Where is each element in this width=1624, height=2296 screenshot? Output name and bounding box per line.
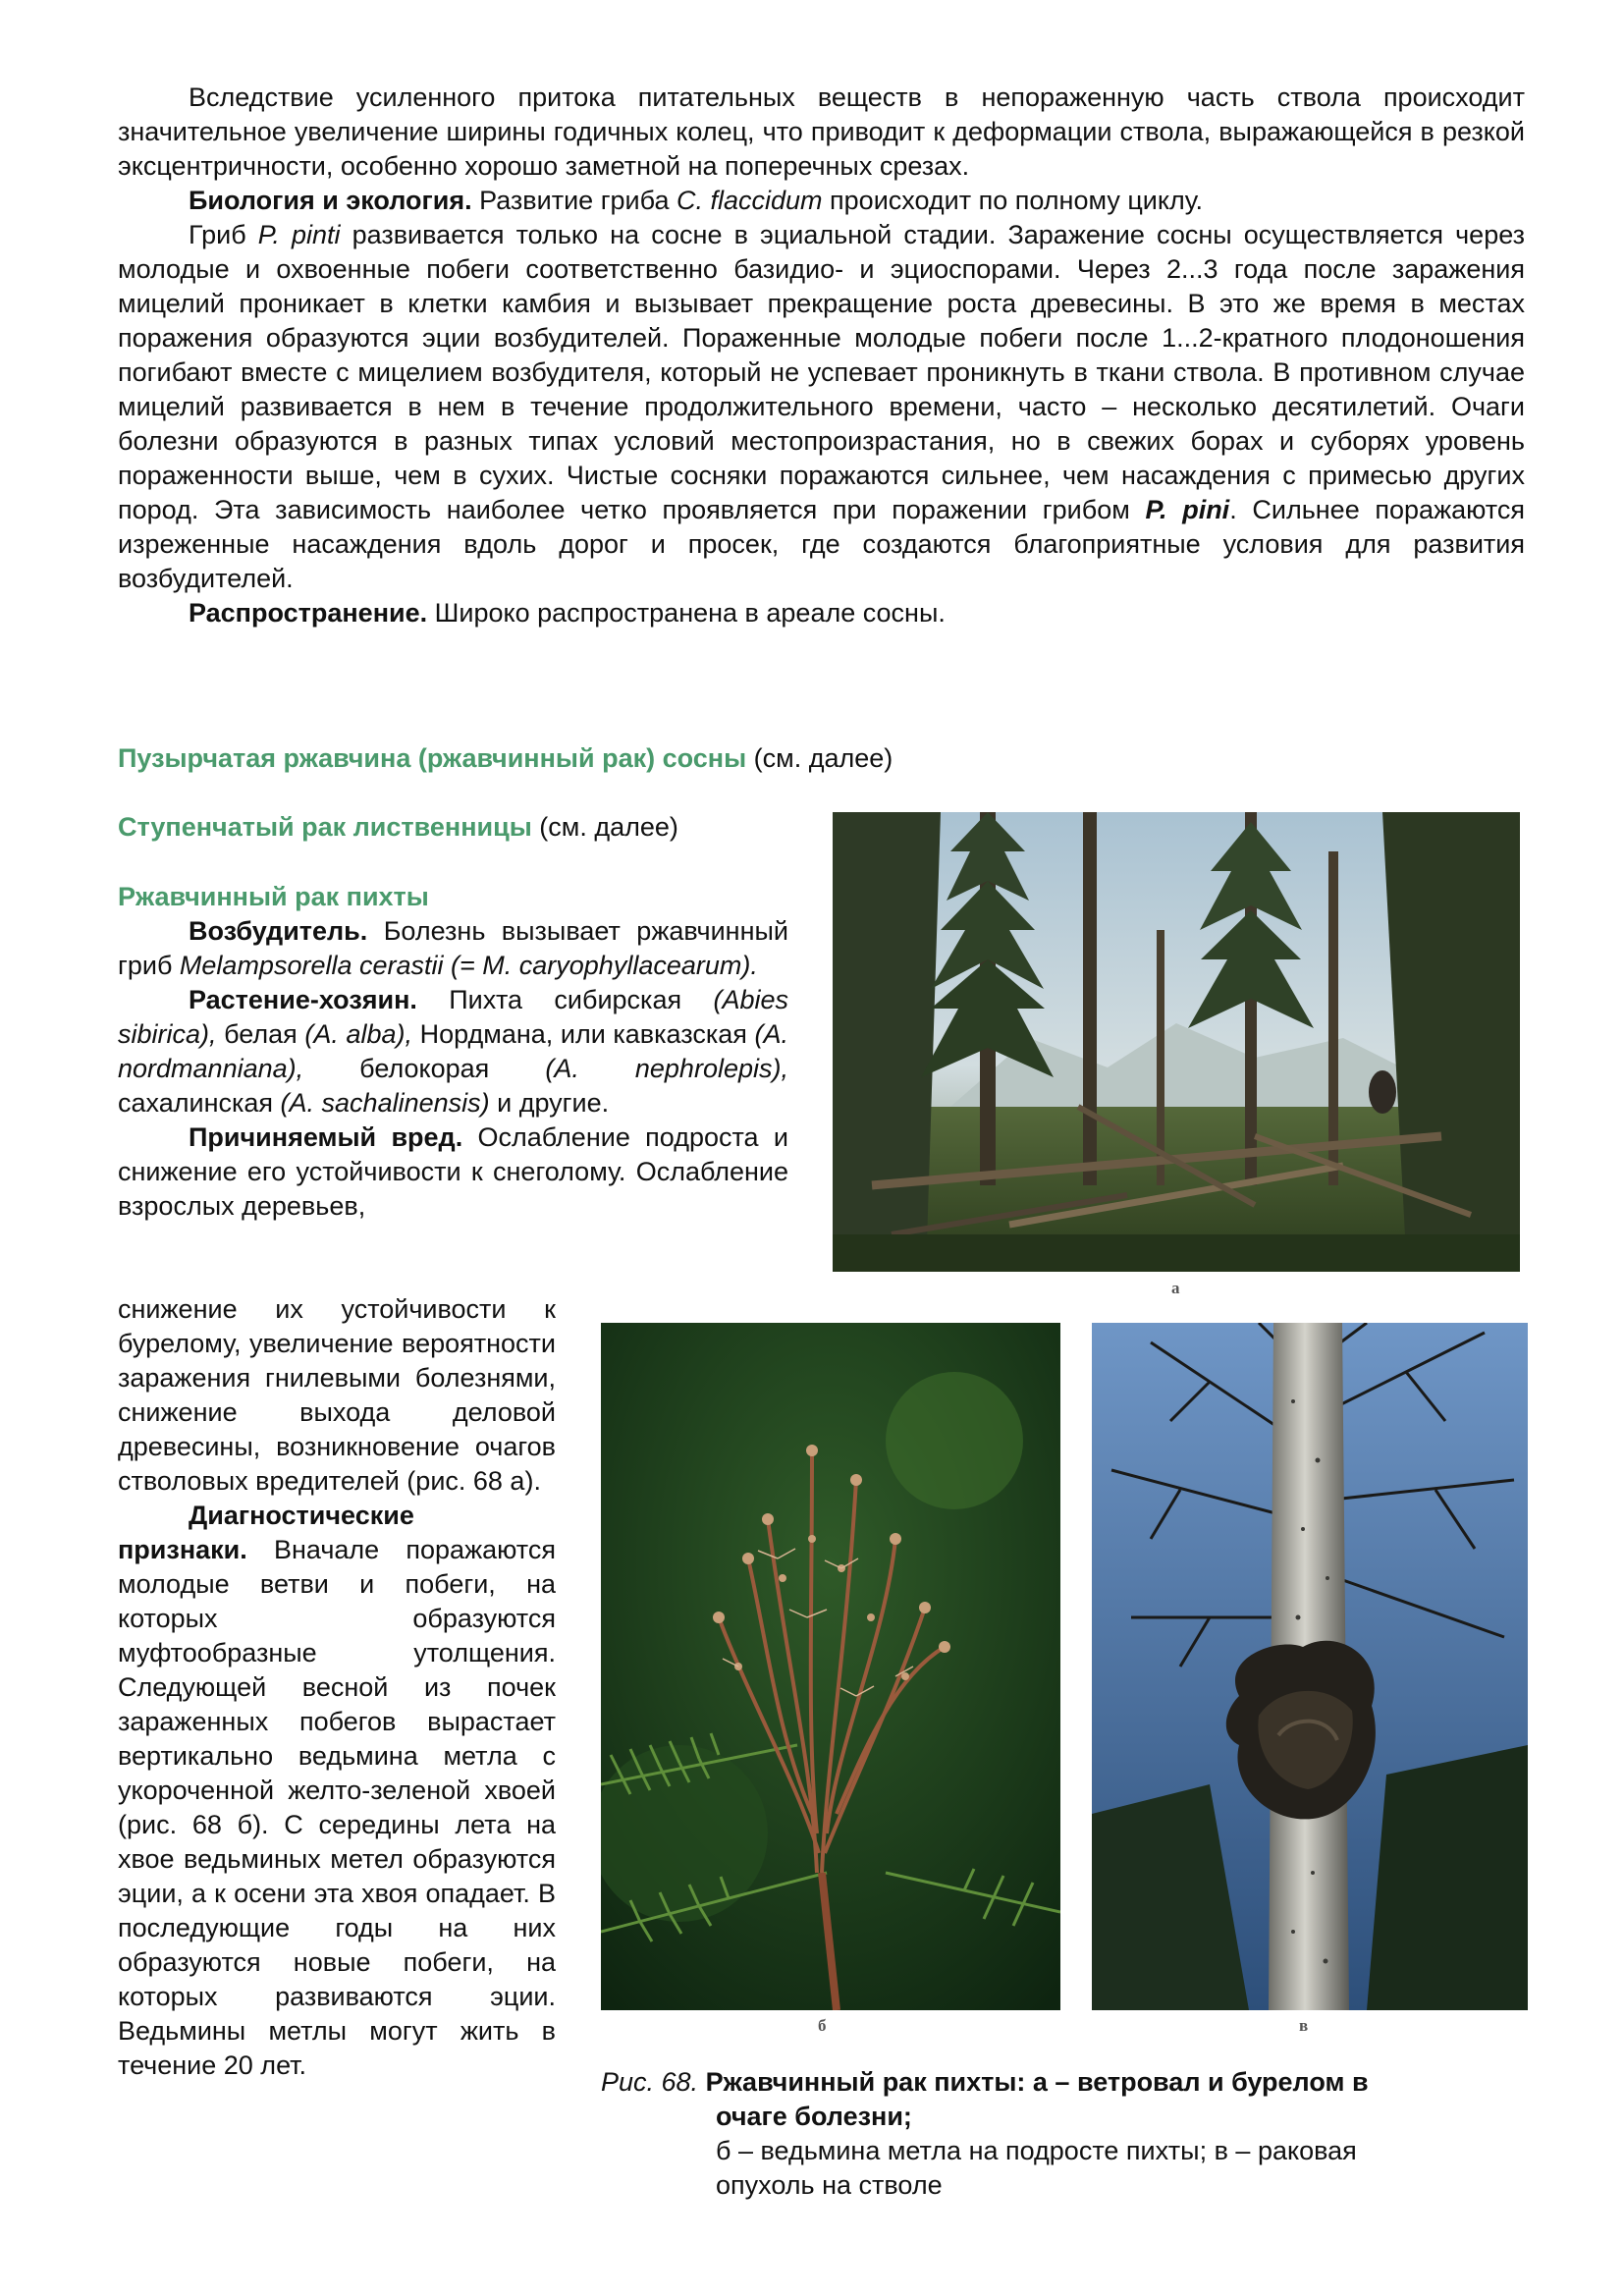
intro-paragraph-1: Вследствие усиленного притока питательных веществ в непораженную часть ствола происходит значительное увеличение ширины годичных колец, что приводит к деформации ствола, выражающейся в резкой эксцентричности, особенно хорошо заметной на поперечных срезах. bbox=[118, 82, 1525, 181]
caption-number: Рис. 68. bbox=[601, 2067, 699, 2097]
species-abies-sibirica: (Abies sibirica), bbox=[118, 985, 788, 1049]
agent-text: Болезнь вызывает ржавчинный гриб bbox=[118, 916, 788, 980]
heading-3-text: Ржавчинный рак пихты bbox=[118, 882, 429, 911]
section-text-lower bbox=[118, 1292, 556, 2083]
diagnostic-paragraph bbox=[118, 1499, 556, 1533]
harm-paragraph bbox=[118, 1121, 788, 1224]
host-text-e: сахалинская bbox=[118, 1088, 281, 1118]
heading-2-text: Ступенчатый рак лиственницы bbox=[118, 812, 532, 842]
pinti-paragraph bbox=[118, 218, 1525, 596]
spread-paragraph bbox=[118, 596, 1525, 630]
species-melampsorella: Melampsorella cerastii (= M. caryophyllacearum). bbox=[179, 951, 758, 980]
caption-bold-1: Ржавчинный рак пихты: а – ветровал и бурелом в bbox=[705, 2067, 1369, 2097]
photo-b-witches-broom bbox=[601, 1323, 1060, 2010]
heading-pine-blister-rust bbox=[118, 741, 893, 776]
host-paragraph bbox=[118, 983, 788, 1121]
host-text-b: белая bbox=[216, 1019, 305, 1049]
witches-broom-photo-svg bbox=[601, 1323, 1060, 2010]
agent-paragraph bbox=[118, 914, 788, 983]
harm-text-a: Ослабление подроста и снижение его устойчивости к снеголому. Ослабление взрослых деревьев, bbox=[118, 1122, 788, 1221]
figure-caption bbox=[601, 2065, 1534, 2203]
diagnostic-label-1: Диагностические bbox=[189, 1501, 414, 1530]
caption-line-1 bbox=[601, 2065, 1534, 2100]
spread-text: Широко распространена в ареале сосны. bbox=[427, 598, 946, 628]
pinti-text-c: . Сильнее поражаются изреженные насаждения вдоль дорог и просек, где создаются благоприятные условия для развития возбудителей. bbox=[118, 495, 1525, 593]
heading-2-suffix: (см. далее) bbox=[531, 812, 678, 842]
host-text-d: белокорая bbox=[303, 1054, 546, 1083]
photo-v-canker-tumor bbox=[1092, 1323, 1528, 2010]
diagnostic-label-2: признаки. bbox=[118, 1535, 247, 1564]
species-c-flaccidum: C. flaccidum bbox=[677, 186, 823, 215]
biology-text-b: происходит по полному циклу. bbox=[822, 186, 1204, 215]
diagnostic-text: Вначале поражаются молодые ветви и побеги, на которых образуются муфтообразные утолщения. Следующей весной из почек зараженных побегов вырастает вертикально ведьмина метла с укороченной желто-зеленой хвоей (рис. 68 б). С середины лета на хвое ведьминых метел образуются эции, а к осени эта хвоя опадает. В последующие годы на них образуются новые побеги, на которых развиваются эции. Ведьмины метлы могут жить в течение 20 лет. bbox=[118, 1535, 556, 2080]
heading-fir-rust-canker bbox=[118, 880, 429, 914]
harm-label: Причиняемый вред. bbox=[189, 1122, 463, 1152]
caption-line-3: б – ведьмина метла на подросте пихты; в – раковая bbox=[716, 2136, 1357, 2165]
species-p-pinti: P. pinti bbox=[257, 220, 341, 249]
species-abies-nephrolepis: (A. nephrolepis), bbox=[545, 1054, 788, 1083]
spread-label: Распространение. bbox=[189, 598, 428, 628]
diagnostic-body bbox=[118, 1533, 556, 2083]
harm-continuation: снижение их устойчивости к бурелому, увеличение вероятности заражения гнилевыми болезнями, снижение выхода деловой древесины, возникновение очагов стволовых вредителей (рис. 68 а). bbox=[118, 1294, 556, 1496]
label-a: а bbox=[1171, 1279, 1180, 1297]
label-b: б bbox=[818, 2016, 827, 2035]
intro-text bbox=[118, 81, 1525, 630]
species-p-pini: P. pini bbox=[1145, 495, 1230, 524]
section-text-upper bbox=[118, 914, 788, 1224]
species-abies-alba: (A. alba), bbox=[304, 1019, 413, 1049]
biology-text-a: Развитие гриба bbox=[471, 186, 677, 215]
pinti-text-b: развивается только на сосне в эциальной стадии. Заражение сосны осуществляется через молодые и охвоенные побеги соответственно базидио- и эциоспорами. Через 2...3 года после заражения мицелий проникает в клетки камбия и вызывает прекращение роста древесины. В это же время в местах поражения образуются эции возбудителей. Пораженные молодые побеги после 1...2-кратного плодоношения погибают вместе с мицелием возбудителя, который не успевает проникнуть в ткани ствола. В противном случае мицелий развивается в нем в течение продолжительного времени, часто – несколько десятилетий. Очаги болезни образуются в разных типах условий местопроизрастания, но в свежих борах и суборях уровень пораженности выше, чем в сухих. Чистые сосняки поражаются сильнее, чем насаждения с примесью других пород. Эта зависимость наиболее четко проявляется при поражении грибом bbox=[118, 220, 1526, 524]
pinti-text-a: Гриб bbox=[189, 220, 258, 249]
species-abies-sachalinensis: (A. sachalinensis) bbox=[280, 1088, 490, 1118]
heading-1-text: Пузырчатая ржавчина (ржавчинный рак) сосны bbox=[118, 743, 747, 773]
host-text-f: и другие. bbox=[489, 1088, 610, 1118]
heading-larch-canker bbox=[118, 810, 678, 845]
photo-a-forest-windfall bbox=[833, 812, 1520, 1272]
canker-tumor-photo-svg bbox=[1092, 1323, 1528, 2010]
host-text-c: Нордмана, или кавказская bbox=[412, 1019, 755, 1049]
caption-bold-2: очаге болезни; bbox=[716, 2102, 912, 2131]
biology-paragraph bbox=[118, 184, 1525, 218]
species-abies-nordmanniana: (A. nordmanniana), bbox=[118, 1019, 788, 1083]
biology-label: Биология и экология. bbox=[189, 186, 472, 215]
label-v: в bbox=[1299, 2016, 1309, 2035]
forest-photo-svg bbox=[833, 812, 1520, 1272]
agent-label: Возбудитель. bbox=[189, 916, 368, 946]
caption-line-4: опухоль на стволе bbox=[716, 2170, 943, 2200]
host-text-a: Пихта сибирская bbox=[416, 985, 714, 1014]
host-label: Растение-хозяин. bbox=[189, 985, 417, 1014]
heading-1-suffix: (см. далее) bbox=[746, 743, 893, 773]
